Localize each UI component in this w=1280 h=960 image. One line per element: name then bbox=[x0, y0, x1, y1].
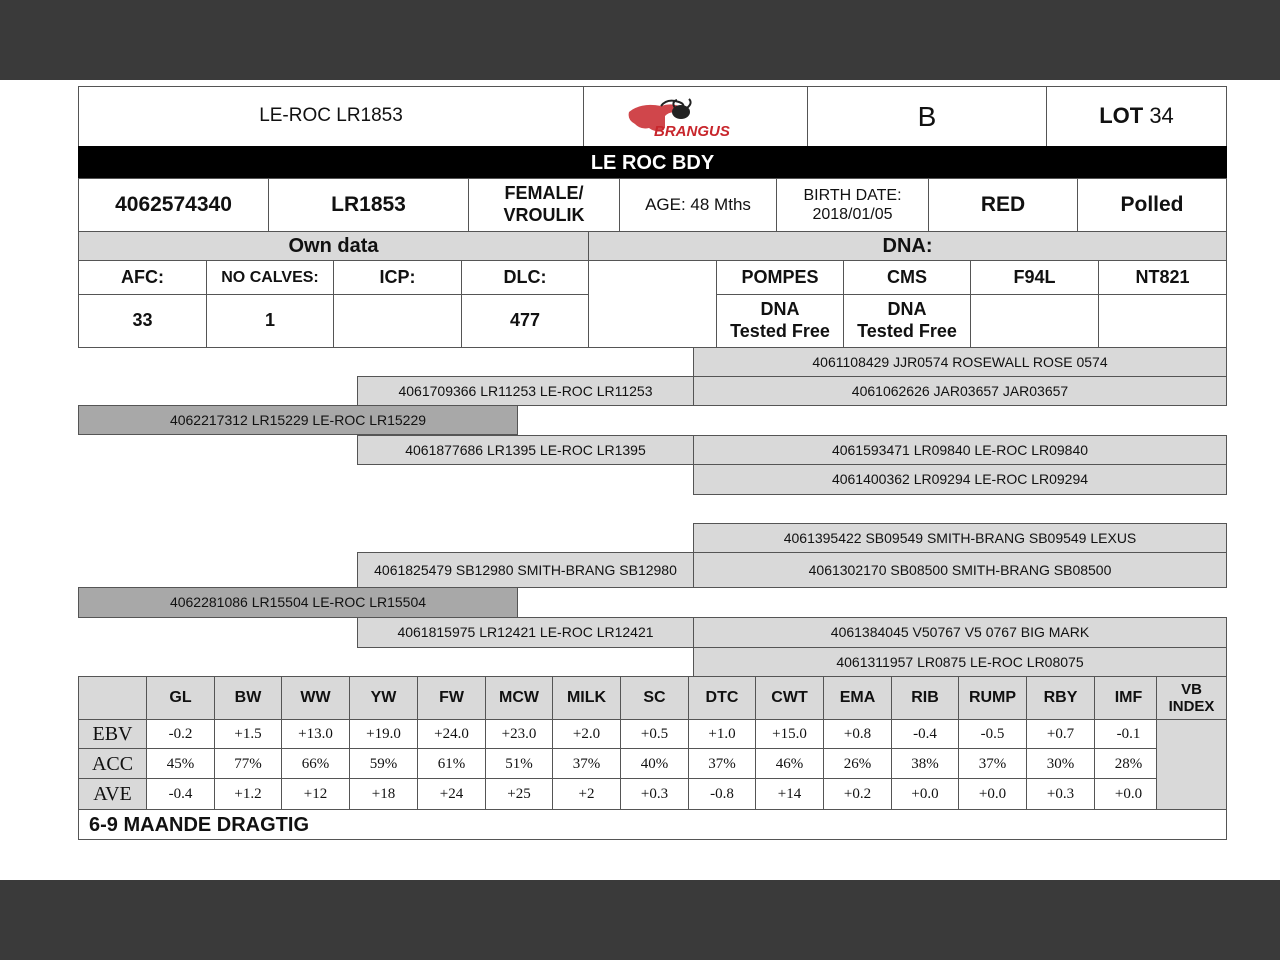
lot-card-page bbox=[0, 80, 1280, 880]
ebv-header: YW bbox=[349, 676, 418, 720]
birth-date-box bbox=[776, 178, 929, 232]
lot-number: 34 bbox=[1149, 103, 1174, 129]
ave-value: +2 bbox=[552, 778, 621, 810]
acc-value: 28% bbox=[1094, 748, 1163, 779]
ebv-label: EBV bbox=[92, 723, 133, 745]
own-value-dlc: 477 bbox=[461, 294, 589, 348]
acc-value: 37% bbox=[552, 748, 621, 779]
ebv-value: +2.0 bbox=[552, 719, 621, 749]
ebv-header: RIB bbox=[891, 676, 959, 720]
ebv-value: +24.0 bbox=[417, 719, 486, 749]
ave-value: +24 bbox=[417, 778, 486, 810]
ave-label: AVE bbox=[93, 783, 132, 805]
ebv-header: DTC bbox=[688, 676, 756, 720]
acc-value: 51% bbox=[485, 748, 553, 779]
reg-number: 4062574340 bbox=[78, 178, 269, 232]
dna-value-f94l bbox=[970, 294, 1099, 348]
dna-header-nt821: NT821 bbox=[1098, 260, 1227, 295]
ebv-value: +1.0 bbox=[688, 719, 756, 749]
dna-header-cms: CMS bbox=[843, 260, 971, 295]
sex-line-2: VROULIK bbox=[503, 205, 585, 225]
own-value-afc: 33 bbox=[78, 294, 207, 348]
brand-text: BRANGUS bbox=[653, 122, 730, 140]
ebv-header: CWT bbox=[755, 676, 824, 720]
ebv-header: IMF bbox=[1094, 676, 1163, 720]
ebv-header: MCW bbox=[485, 676, 553, 720]
acc-value: 40% bbox=[620, 748, 689, 779]
birth-date: 2018/01/05 bbox=[812, 206, 893, 223]
acc-value: 38% bbox=[891, 748, 959, 779]
dna-value-cms bbox=[843, 294, 971, 348]
acc-value: 30% bbox=[1026, 748, 1095, 779]
dna-line: Tested Free bbox=[857, 321, 957, 341]
ave-value: +0.3 bbox=[1026, 778, 1095, 810]
bull-head-icon bbox=[621, 94, 771, 140]
acc-value: 45% bbox=[146, 748, 215, 779]
ebv-header: SC bbox=[620, 676, 689, 720]
ebv-header: EMA bbox=[823, 676, 892, 720]
birth-label: BIRTH DATE: bbox=[803, 186, 902, 204]
ave-value: +0.0 bbox=[891, 778, 959, 810]
pedigree-sire: 4062217312 LR15229 LE-ROC LR15229 bbox=[78, 405, 518, 435]
lot-label: LOT bbox=[1099, 103, 1144, 129]
pedigree-ssd: 4061062626 JAR03657 JAR03657 bbox=[693, 376, 1227, 406]
pedigree-sdd: 4061400362 LR09294 LE-ROC LR09294 bbox=[693, 464, 1227, 495]
ebv-value: -0.5 bbox=[958, 719, 1027, 749]
own-data-title: Own data bbox=[78, 231, 589, 261]
ebv-value: +0.7 bbox=[1026, 719, 1095, 749]
ebv-row-label bbox=[78, 778, 147, 810]
acc-value: 46% bbox=[755, 748, 824, 779]
own-header-dlc: DLC: bbox=[461, 260, 589, 295]
title-band: LE ROC BDY bbox=[78, 146, 1227, 179]
ebv-row-label bbox=[78, 719, 147, 749]
sex bbox=[468, 178, 620, 232]
ebv-value: +15.0 bbox=[755, 719, 824, 749]
vb-index-value bbox=[1156, 719, 1227, 810]
dna-title: DNA: bbox=[588, 231, 1227, 261]
acc-value: 77% bbox=[214, 748, 282, 779]
acc-value: 61% bbox=[417, 748, 486, 779]
acc-value: 37% bbox=[688, 748, 756, 779]
ebv-value: -0.4 bbox=[891, 719, 959, 749]
ebv-header: RBY bbox=[1026, 676, 1095, 720]
ave-value: +0.3 bbox=[620, 778, 689, 810]
tattoo: LR1853 bbox=[268, 178, 469, 232]
dna-line: Tested Free bbox=[730, 321, 830, 341]
ave-value: +1.2 bbox=[214, 778, 282, 810]
acc-value: 37% bbox=[958, 748, 1027, 779]
ebv-header: BW bbox=[214, 676, 282, 720]
pedigree-sire-dam: 4061877686 LR1395 LE-ROC LR1395 bbox=[357, 435, 694, 465]
ebv-header: MILK bbox=[552, 676, 621, 720]
pedigree-dds: 4061384045 V50767 V5 0767 BIG MARK bbox=[693, 617, 1227, 648]
dna-header-f94l: F94L bbox=[970, 260, 1099, 295]
ebv-value: +0.5 bbox=[620, 719, 689, 749]
brangus-logo bbox=[583, 86, 808, 147]
own-header-afc: AFC: bbox=[78, 260, 207, 295]
lot-box bbox=[1046, 86, 1227, 147]
footer-note: 6-9 MAANDE DRAGTIG bbox=[78, 809, 1227, 840]
ebv-value: -0.2 bbox=[146, 719, 215, 749]
ebv-value: +19.0 bbox=[349, 719, 418, 749]
ebv-header: FW bbox=[417, 676, 486, 720]
ave-value: -0.4 bbox=[146, 778, 215, 810]
ebv-corner bbox=[78, 676, 147, 720]
age: AGE: 48 Mths bbox=[619, 178, 777, 232]
ave-value: +0.0 bbox=[958, 778, 1027, 810]
pedigree-sire-sire: 4061709366 LR11253 LE-ROC LR11253 bbox=[357, 376, 694, 406]
own-header-calves: NO CALVES: bbox=[206, 260, 334, 295]
dna-header-pompes: POMPES bbox=[716, 260, 844, 295]
pedigree-dam-sire: 4061825479 SB12980 SMITH-BRANG SB12980 bbox=[357, 552, 694, 588]
pedigree-dss: 4061395422 SB09549 SMITH-BRANG SB09549 LEXUS bbox=[693, 523, 1227, 553]
vb-index-header bbox=[1156, 676, 1227, 720]
sex-line-1: FEMALE/ bbox=[504, 183, 584, 204]
acc-label: ACC bbox=[91, 752, 134, 775]
ebv-header: WW bbox=[281, 676, 350, 720]
pedigree-dsd: 4061302170 SB08500 SMITH-BRANG SB08500 bbox=[693, 552, 1227, 588]
ave-value: +0.0 bbox=[1094, 778, 1163, 810]
pedigree-ddd: 4061311957 LR0875 LE-ROC LR08075 bbox=[693, 647, 1227, 677]
pedigree-sds: 4061593471 LR09840 LE-ROC LR09840 bbox=[693, 435, 1227, 465]
ave-value: +12 bbox=[281, 778, 350, 810]
dna-value-pompes bbox=[716, 294, 844, 348]
ebv-value: +13.0 bbox=[281, 719, 350, 749]
ebv-value: +23.0 bbox=[485, 719, 553, 749]
own-value-icp bbox=[333, 294, 462, 348]
horn-status: Polled bbox=[1077, 178, 1227, 232]
pedigree-sss: 4061108429 JJR0574 ROSEWALL ROSE 0574 bbox=[693, 347, 1227, 377]
colour: RED bbox=[928, 178, 1078, 232]
dna-line: DNA bbox=[887, 299, 927, 320]
ebv-value: +1.5 bbox=[214, 719, 282, 749]
ave-value: +25 bbox=[485, 778, 553, 810]
ebv-header: RUMP bbox=[958, 676, 1027, 720]
ebv-value: +0.8 bbox=[823, 719, 892, 749]
dna-value-nt821 bbox=[1098, 294, 1227, 348]
animal-name: LE-ROC LR1853 bbox=[78, 86, 584, 147]
ave-value: +0.2 bbox=[823, 778, 892, 810]
grade: B bbox=[807, 86, 1047, 147]
vb-index-line: INDEX bbox=[1168, 698, 1215, 715]
acc-value: 26% bbox=[823, 748, 892, 779]
ebv-row-label bbox=[78, 748, 147, 779]
pedigree-dam: 4062281086 LR15504 LE-ROC LR15504 bbox=[78, 587, 518, 618]
dna-line: DNA bbox=[760, 299, 800, 320]
ave-value: +14 bbox=[755, 778, 824, 810]
own-header-icp: ICP: bbox=[333, 260, 462, 295]
ebv-value: -0.1 bbox=[1094, 719, 1163, 749]
acc-value: 66% bbox=[281, 748, 350, 779]
own-value-calves: 1 bbox=[206, 294, 334, 348]
dna-spacer bbox=[588, 260, 717, 348]
acc-value: 59% bbox=[349, 748, 418, 779]
pedigree-dam-dam: 4061815975 LR12421 LE-ROC LR12421 bbox=[357, 617, 694, 648]
ave-value: +18 bbox=[349, 778, 418, 810]
ave-value: -0.8 bbox=[688, 778, 756, 810]
ebv-header: GL bbox=[146, 676, 215, 720]
vb-index-line: VB bbox=[1181, 680, 1202, 698]
